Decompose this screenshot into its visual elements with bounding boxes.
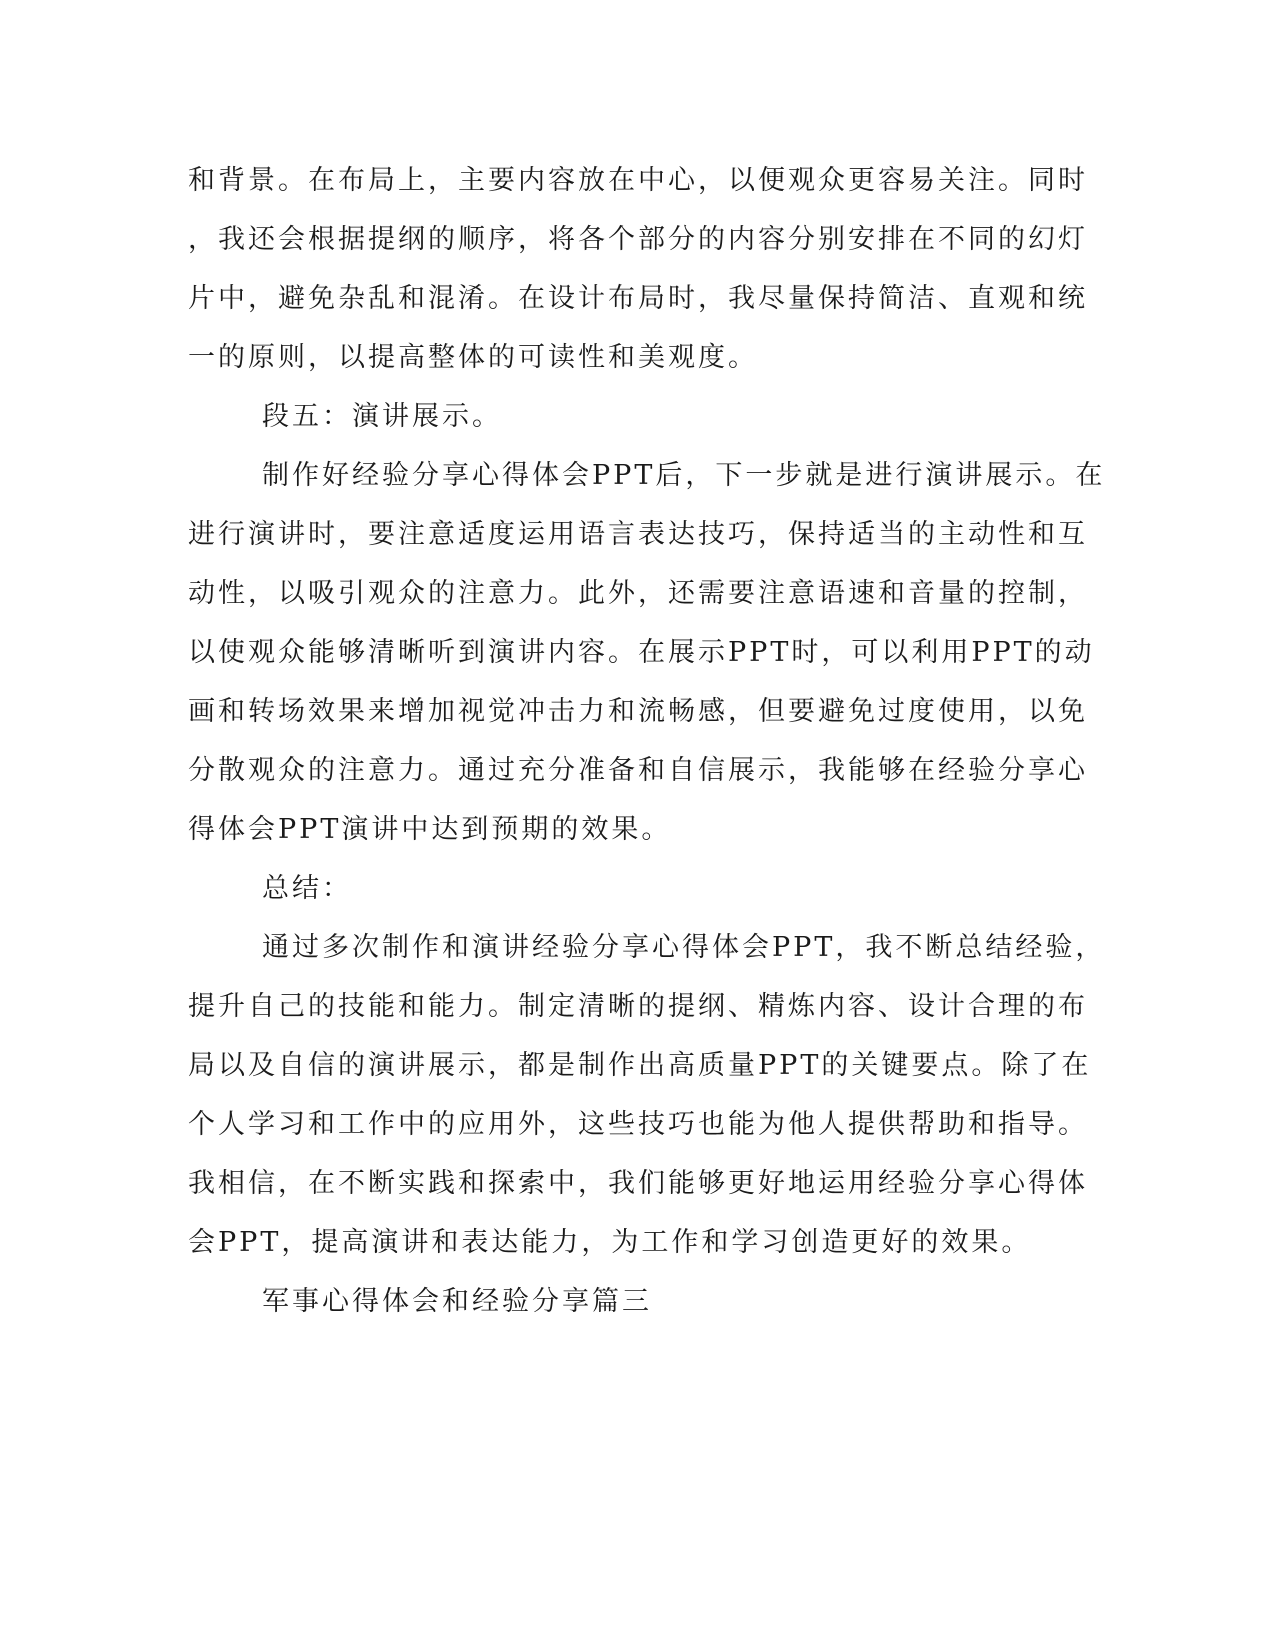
text-line: 画和转场效果来增加视觉冲击力和流畅感，但要避免过度使用，以免 [188,696,1088,727]
text-line: 我相信，在不断实践和探索中，我们能够更好地运用经验分享心得体 [188,1168,1088,1199]
text-line: ，我还会根据提纲的顺序，将各个部分的内容分别安排在不同的幻灯 [188,224,1088,255]
text-line: 个人学习和工作中的应用外，这些技巧也能为他人提供帮助和指导。 [188,1109,1088,1140]
text-line: 制作好经验分享心得体会PPT后，下一步就是进行演讲展示。在 [262,460,1106,491]
section-heading: 段五：演讲展示。 [262,401,502,432]
text-line: 和背景。在布局上，主要内容放在中心，以便观众更容易关注。同时 [188,165,1088,196]
text-line: 以使观众能够清晰听到演讲内容。在展示PPT时，可以利用PPT的动 [188,637,1095,668]
text-line: 提升自己的技能和能力。制定清晰的提纲、精炼内容、设计合理的布 [188,991,1088,1022]
text-line: 进行演讲时，要注意适度运用语言表达技巧，保持适当的主动性和互 [188,519,1088,550]
text-line: 通过多次制作和演讲经验分享心得体会PPT，我不断总结经验， [262,932,1106,963]
section-heading: 总结： [262,873,352,904]
text-line: 得体会PPT演讲中达到预期的效果。 [188,814,672,845]
section-title: 军事心得体会和经验分享篇三 [262,1286,652,1317]
text-line: 会PPT，提高演讲和表达能力，为工作和学习创造更好的效果。 [188,1227,1032,1258]
text-line: 局以及自信的演讲展示，都是制作出高质量PPT的关键要点。除了在 [188,1050,1092,1081]
text-line: 片中，避免杂乱和混淆。在设计布局时，我尽量保持简洁、直观和统 [188,283,1088,314]
text-line: 一的原则，以提高整体的可读性和美观度。 [188,342,758,373]
text-line: 分散观众的注意力。通过充分准备和自信展示，我能够在经验分享心 [188,755,1088,786]
text-line: 动性，以吸引观众的注意力。此外，还需要注意语速和音量的控制， [188,578,1088,609]
